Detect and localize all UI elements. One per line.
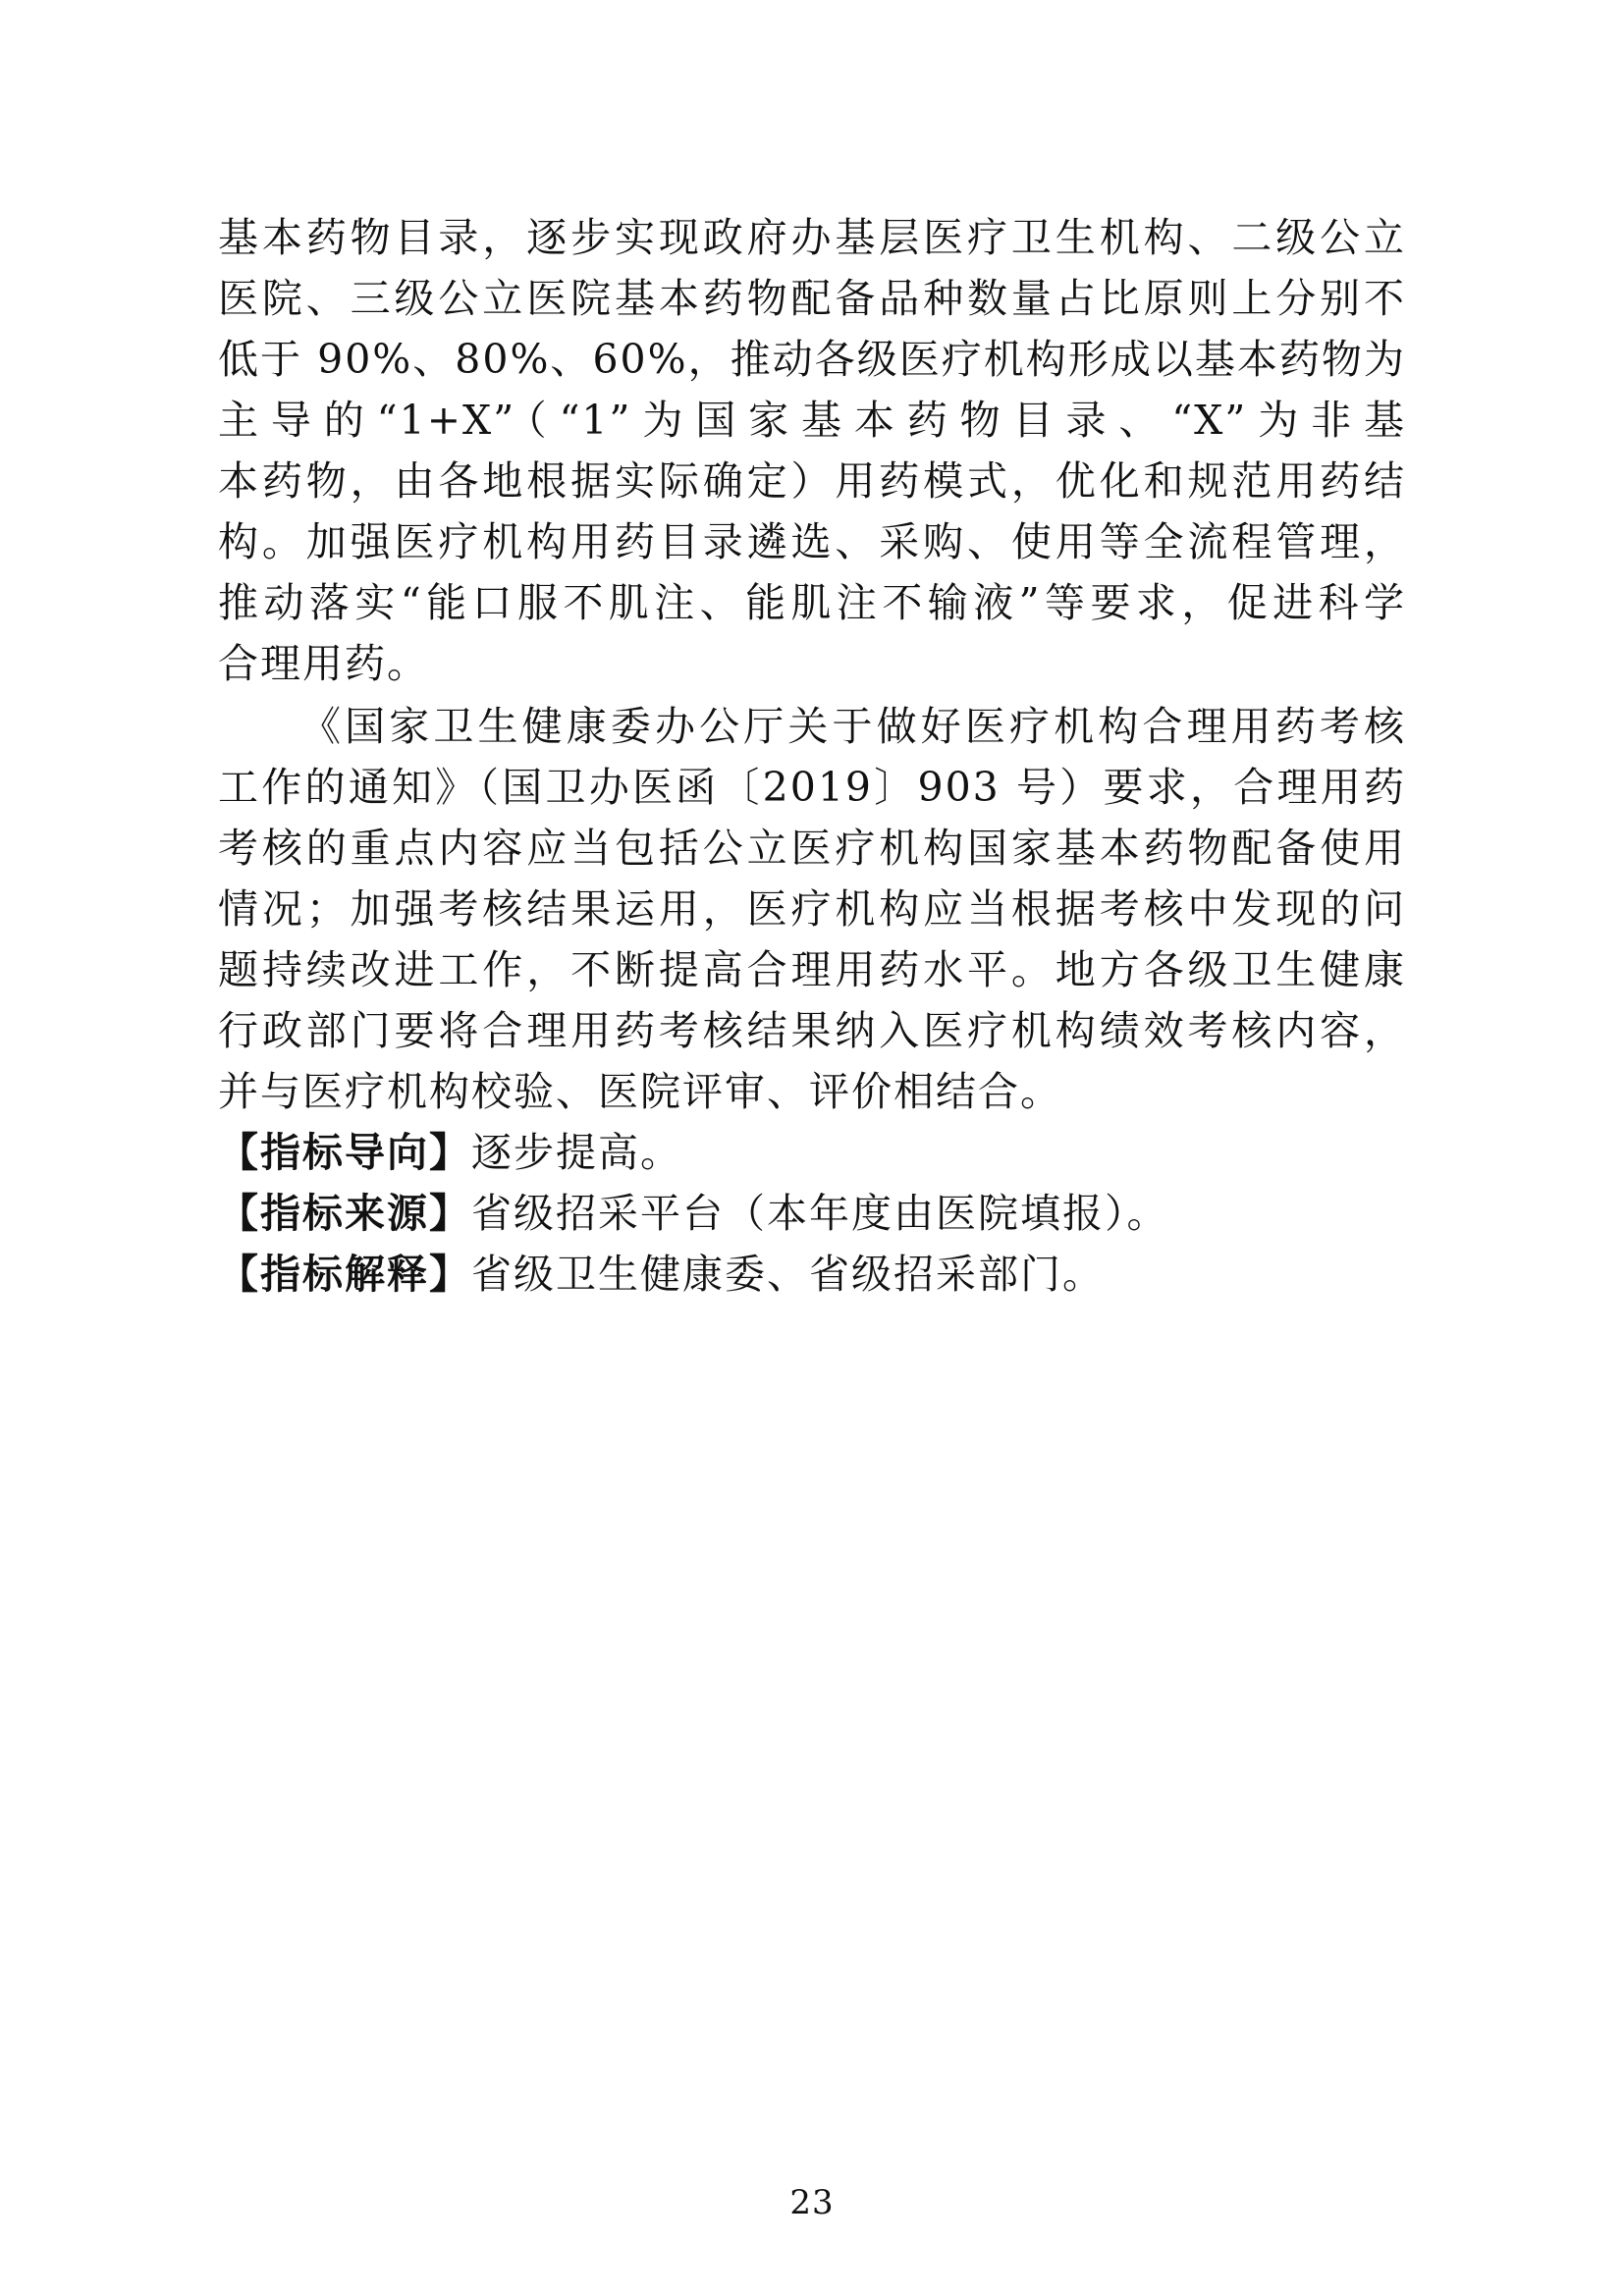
indicator-label: 【指标导向】 — [218, 1129, 471, 1176]
paragraph-line: 低于 90%、80%、60%，推动各级医疗机构形成以基本药物为 — [218, 336, 1406, 383]
paragraph-line: 合理用药。 — [218, 640, 429, 687]
indicator-label: 【指标解释】 — [218, 1251, 471, 1298]
paragraph-line: 推动落实“能口服不肌注、能肌注不输液”等要求，促进科学 — [218, 579, 1406, 626]
indicator-explanation — [218, 1245, 1406, 1304]
paragraph-line: 基本药物目录，逐步实现政府办基层医疗卫生机构、二级公立 — [218, 214, 1406, 261]
indicator-source — [218, 1184, 1406, 1243]
paragraph-line: 题持续改进工作，不断提高合理用药水平。地方各级卫生健康 — [218, 946, 1406, 993]
paragraph-line: 本药物，由各地根据实际确定）用药模式，优化和规范用药结 — [218, 457, 1406, 505]
paragraph-line: 行政部门要将合理用药考核结果纳入医疗机构绩效考核内容， — [218, 1007, 1406, 1054]
indicator-text: 逐步提高。 — [471, 1129, 682, 1176]
paragraph-line-indent: 《国家卫生健康委办公厅关于做好医疗机构合理用药考核 — [300, 703, 1406, 750]
paragraph-line: 医院、三级公立医院基本药物配备品种数量占比原则上分别不 — [218, 275, 1406, 322]
paragraph-line: 主导的“1+X”（“1”为国家基本药物目录、“X”为非基 — [218, 397, 1406, 444]
paragraph-line: 并与医疗机构校验、医院评审、评价相结合。 — [218, 1068, 1062, 1115]
indicator-text: 省级招采平台（本年度由医院填报）。 — [471, 1190, 1169, 1237]
page-number: 23 — [789, 2183, 835, 2222]
paragraph-line: 情况；加强考核结果运用，医疗机构应当根据考核中发现的问 — [218, 885, 1406, 933]
paragraph-line: 考核的重点内容应当包括公立医疗机构国家基本药物配备使用 — [218, 825, 1406, 872]
indicator-direction — [218, 1123, 1406, 1182]
indicator-label: 【指标来源】 — [218, 1190, 471, 1237]
paragraph-line: 工作的通知》（国卫办医函〔2019〕903 号）要求，合理用药 — [218, 764, 1406, 811]
indicator-text: 省级卫生健康委、省级招采部门。 — [471, 1251, 1105, 1298]
paragraph-line: 构。加强医疗机构用药目录遴选、采购、使用等全流程管理， — [218, 518, 1406, 565]
